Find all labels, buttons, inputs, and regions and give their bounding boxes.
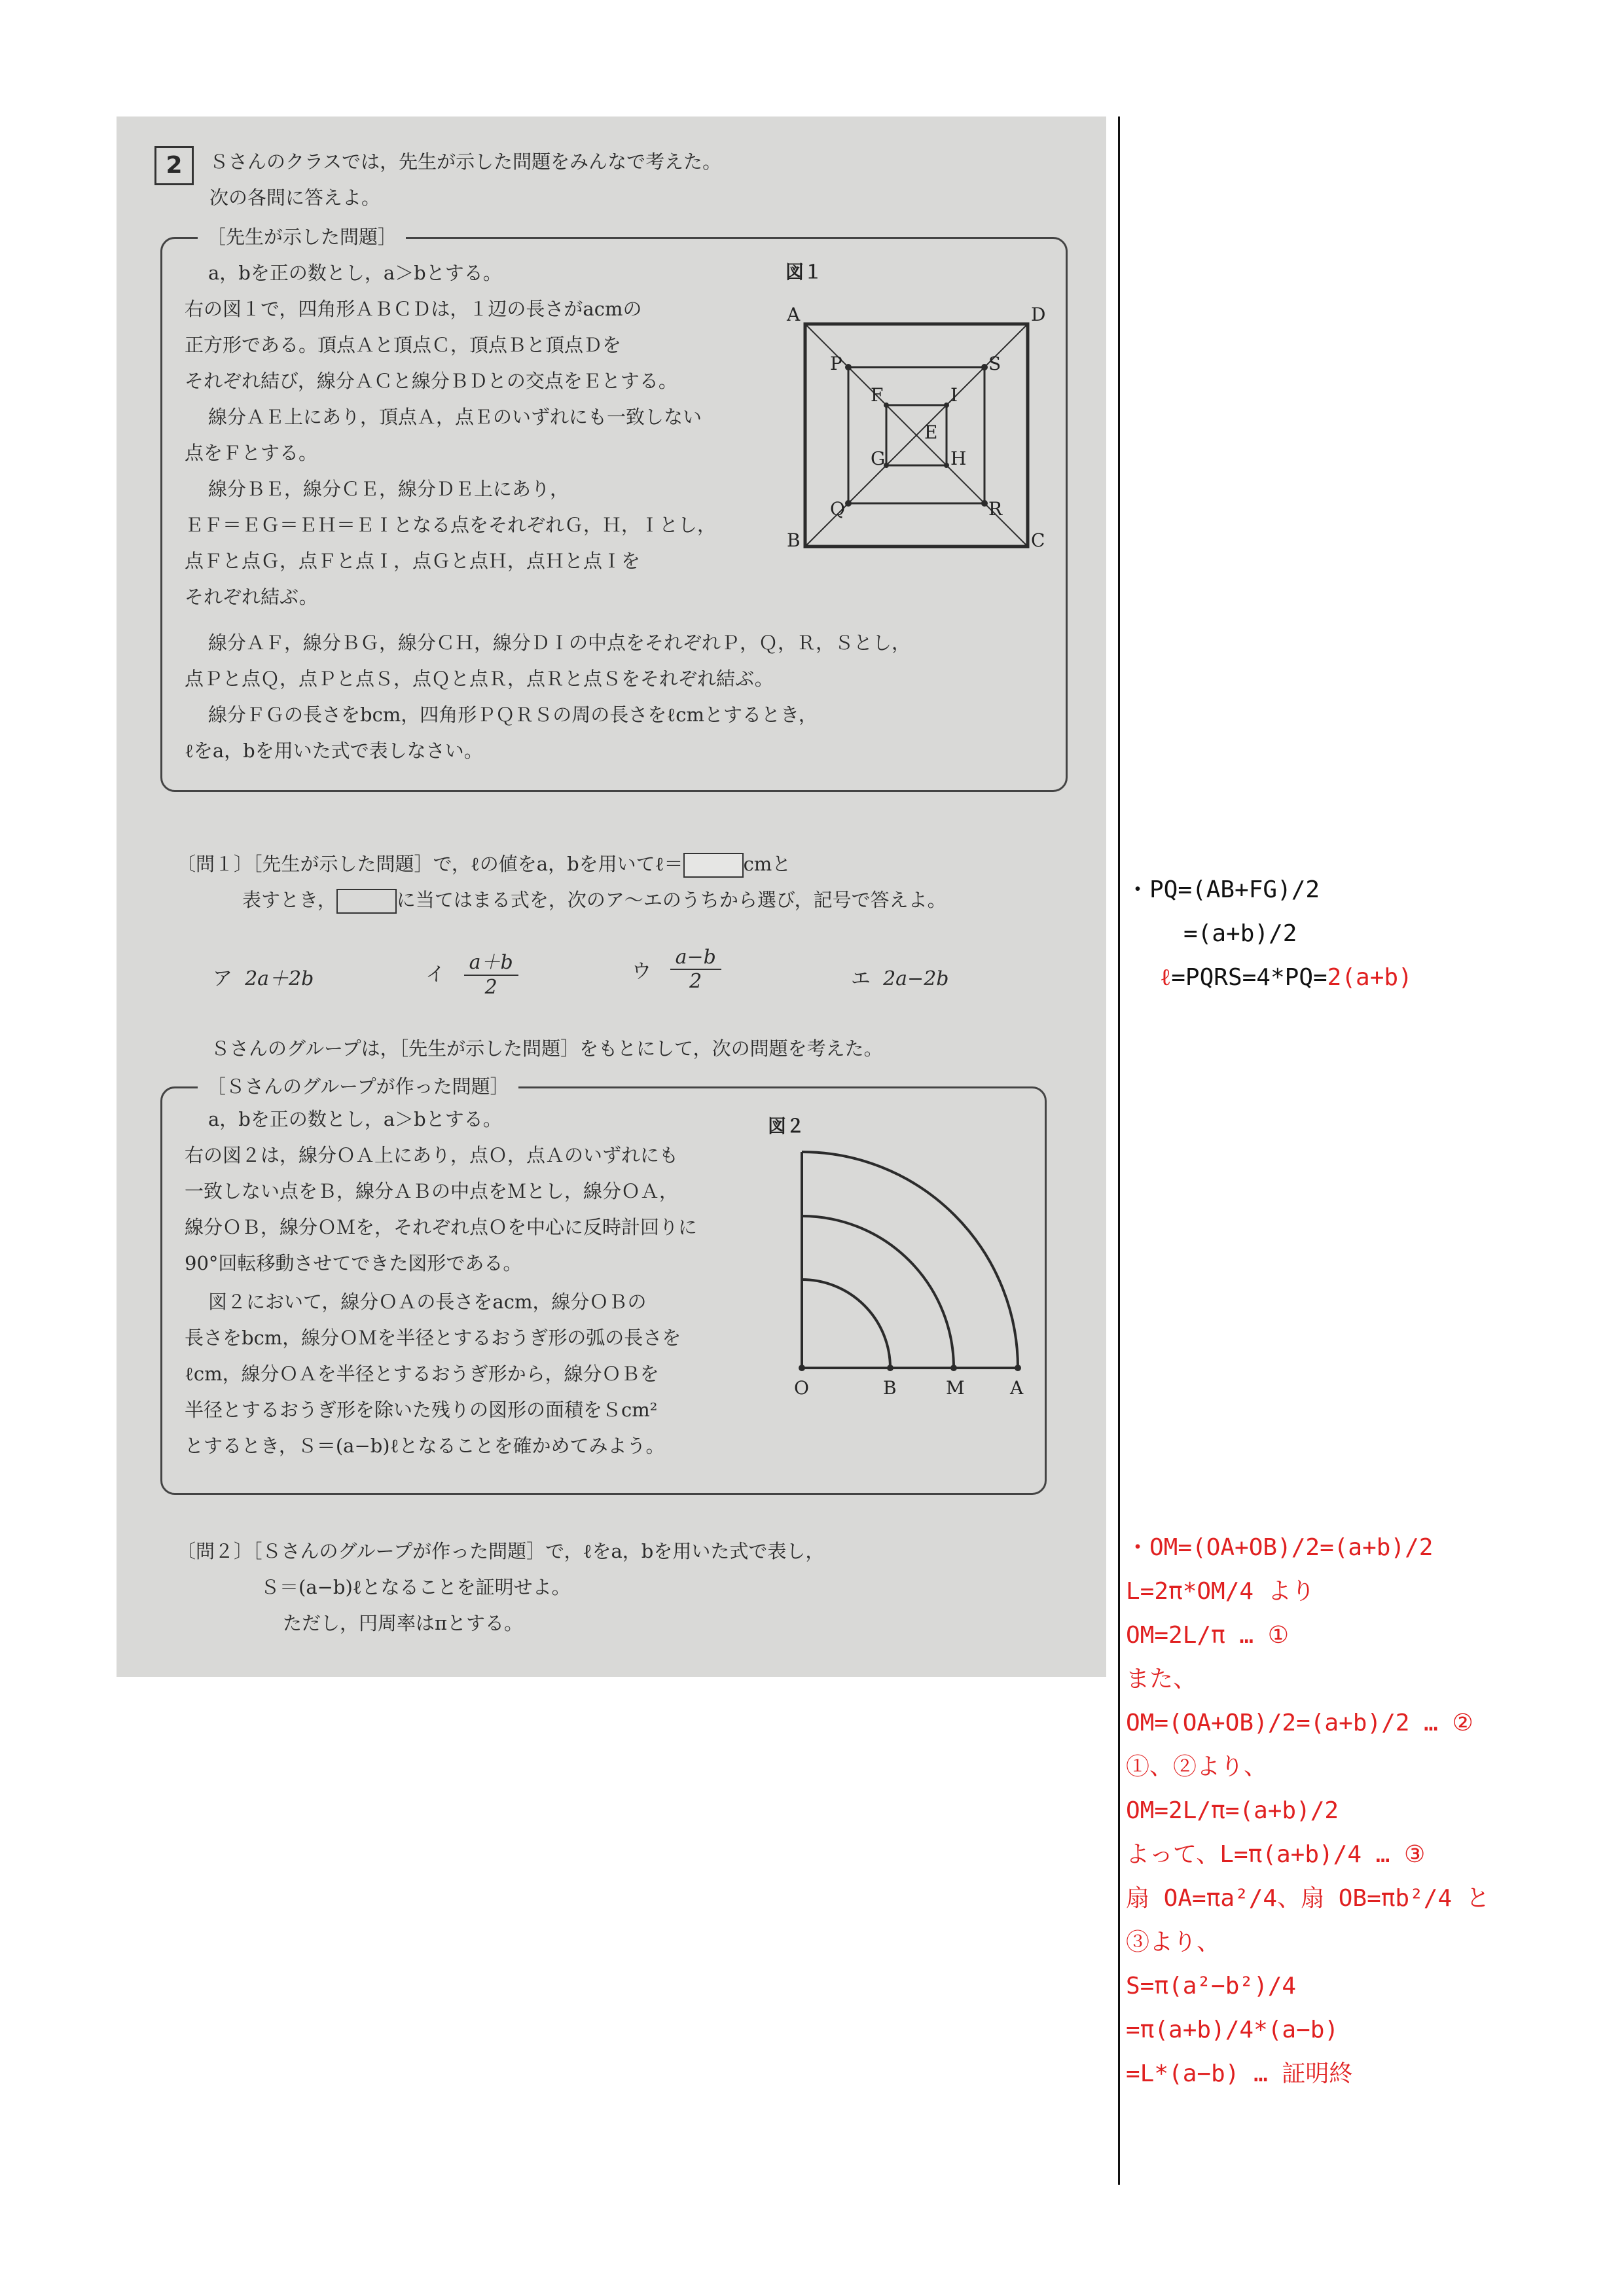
- fig1-label: C: [1031, 529, 1045, 551]
- fig2-label: A: [1010, 1377, 1024, 1399]
- figure-1: [779, 259, 1054, 566]
- answer2-line: よって、L=π(a+b)/4 … ③: [1126, 1841, 1426, 1868]
- group-line: 右の図２は，線分ＯＡ上にあり，点Ｏ，点Ａのいずれにも: [185, 1144, 679, 1166]
- choice-i: [425, 946, 518, 999]
- teacher-line: ℓをa，bを用いた式で表しなさい。: [185, 740, 483, 762]
- answer1-line-2: =(a+b)/2: [1183, 920, 1297, 947]
- answer2-line: ③より、: [1126, 1929, 1221, 1956]
- q1-text-c: 表すとき，: [242, 889, 336, 911]
- choice-mark: エ: [851, 967, 871, 990]
- choice-mark: ア: [213, 967, 232, 990]
- group-line: 90°回転移動させてできた図形である。: [185, 1252, 522, 1274]
- teacher-box-title: ［先生が示した問題］: [198, 223, 406, 249]
- answer2-line: ①、②より、: [1126, 1753, 1268, 1780]
- teacher-line: 正方形である。頂点Ａと頂点Ｃ，頂点Ｂと頂点Ｄを: [185, 334, 622, 356]
- denominator: 2: [689, 970, 702, 993]
- vertical-divider: [1118, 117, 1120, 2185]
- choice-mark: ウ: [632, 960, 651, 983]
- teacher-line: 点をＦとする。: [185, 442, 318, 464]
- q1-text-a: 〔問１〕［先生が示した問題］で，ℓの値をa，bを用いてℓ＝: [177, 853, 683, 875]
- fig2-label: B: [883, 1377, 897, 1399]
- answer2-line: S=π(a²−b²)/4: [1126, 1973, 1297, 2000]
- denominator: 2: [484, 976, 497, 999]
- fig1-label: R: [988, 498, 1003, 520]
- group-box-title: ［Ｓさんのグループが作った問題］: [198, 1072, 518, 1099]
- choice-a: [213, 962, 314, 991]
- q1-line-2: [242, 882, 947, 918]
- q2-line-2: Ｓ＝(a−b)ℓとなることを証明せよ。: [261, 1576, 571, 1598]
- fig1-label: B: [787, 529, 801, 551]
- group-line: 線分ＯＢ，線分ＯＭを，それぞれ点Ｏを中心に反時計回りに: [185, 1216, 698, 1238]
- q2-line-3: ただし，円周率はπとする。: [283, 1612, 524, 1634]
- teacher-line: 線分ＦＧの長さをbcm，四角形ＰＱＲＳの周の長さをℓcmとするとき，: [208, 704, 818, 726]
- teacher-line: 点Ｐと点Ｑ，点Ｐと点Ｓ，点Ｑと点Ｒ，点Ｒと点Ｓをそれぞれ結ぶ。: [185, 668, 774, 690]
- choice-e: [851, 962, 948, 991]
- teacher-line: 右の図１で，四角形ＡＢＣＤは，１辺の長さがacmの: [185, 298, 642, 320]
- intro-line-2: 次の各問に答えよ。: [209, 187, 381, 209]
- answer1-expr: =PQRS=4*PQ=: [1171, 964, 1327, 991]
- group-line: a，bを正の数とし，a＞bとする。: [208, 1108, 502, 1130]
- answer2-line: OM=(OA+OB)/2=(a+b)/2 … ②: [1126, 1710, 1473, 1736]
- question-number: 2: [154, 146, 194, 185]
- q1-text-b: cmと: [743, 853, 791, 875]
- group-line: ℓcm，線分ＯＡを半径とするおうぎ形から，線分ＯＢを: [185, 1363, 659, 1385]
- answer2-line: =L*(a−b) … 証明終: [1126, 2060, 1353, 2087]
- bridge-text: Ｓさんのグループは，［先生が示した問題］をもとにして，次の問題を考えた。: [211, 1037, 883, 1060]
- group-line: 一致しない点をＢ，線分ＡＢの中点をＭとし，線分ＯＡ，: [185, 1180, 679, 1202]
- fig1-label: D: [1031, 304, 1046, 325]
- figure-1-title: 図１: [785, 261, 823, 283]
- fig1-label: Q: [830, 498, 845, 520]
- teacher-line: 線分ＡＦ，線分ＢＧ，線分ＣＨ，線分ＤＩの中点をそれぞれＰ，Ｑ，Ｒ，Ｓとし，: [208, 632, 911, 654]
- answer1-ell: ℓ: [1160, 964, 1172, 991]
- group-line: 長さをbcm，線分ＯＭを半径とするおうぎ形の弧の長さを: [185, 1327, 681, 1349]
- answer1-line-3: [1160, 958, 1413, 997]
- fig1-label: A: [787, 304, 801, 325]
- fig1-label: P: [830, 353, 842, 374]
- fig1-label: S: [988, 353, 1001, 374]
- answer2-line: =π(a+b)/4*(a−b): [1126, 2017, 1339, 2043]
- choice-u: [632, 946, 721, 993]
- answer2-line: また、: [1126, 1666, 1197, 1693]
- numerator: a−b: [670, 946, 721, 970]
- teacher-line: 点Ｆと点Ｇ，点Ｆと点Ｉ，点Ｇと点Ｈ，点Ｈと点Ｉを: [185, 550, 641, 572]
- group-line: 図２において，線分ＯＡの長さをacm，線分ＯＢの: [208, 1291, 647, 1313]
- fraction: [670, 946, 721, 993]
- q1-line-1: [177, 846, 791, 882]
- teacher-line: 線分ＡＥ上にあり，頂点Ａ，点Ｅのいずれにも一致しない: [208, 406, 702, 428]
- fig1-label: E: [924, 422, 938, 443]
- q1-blank-ref: [336, 889, 397, 914]
- intro-line-1: Ｓさんのクラスでは，先生が示した問題をみんなで考えた。: [209, 151, 722, 173]
- teacher-line: 線分ＢＥ，線分ＣＥ，線分ＤＥ上にあり，: [208, 478, 569, 500]
- fraction: [464, 946, 518, 999]
- answer1-result: 2(a+b): [1327, 964, 1413, 991]
- choice-expr: 2a＋2b: [245, 967, 314, 990]
- group-line: 半径とするおうぎ形を除いた残りの図形の面積をＳcm²: [185, 1399, 658, 1421]
- teacher-line: それぞれ結ぶ。: [185, 586, 318, 608]
- choice-expr: 2a−2b: [883, 967, 949, 990]
- fig1-label: G: [871, 448, 886, 469]
- fig2-label: O: [794, 1377, 809, 1399]
- q1-answer-blank: [683, 853, 744, 878]
- figure-2-title: 図２: [768, 1115, 805, 1137]
- answer2-line: ・OM=(OA+OB)/2=(a+b)/2: [1126, 1534, 1434, 1561]
- fig1-label: I: [950, 384, 958, 406]
- answer2-line: L=2π*OM/4 より: [1126, 1578, 1315, 1605]
- q1-text-d: に当てはまる式を，次のア〜エのうちから選び，記号で答えよ。: [396, 889, 947, 911]
- answer1-line-1: ・PQ=(AB+FG)/2: [1126, 876, 1320, 903]
- group-line: とするとき，Ｓ＝(a−b)ℓとなることを確かめてみよう。: [185, 1435, 665, 1457]
- answer2-line: OM=2L/π=(a+b)/2: [1126, 1797, 1339, 1824]
- q2-line-1: 〔問２〕［Ｓさんのグループが作った問題］で，ℓをa，bを用いた式で表し，: [177, 1540, 825, 1562]
- fig1-label: F: [871, 384, 884, 406]
- answer2-line: OM=2L/π … ①: [1126, 1622, 1290, 1649]
- fig2-label: M: [946, 1377, 965, 1399]
- teacher-line: a，bを正の数とし，a＞bとする。: [208, 262, 502, 284]
- numerator: a＋b: [464, 946, 518, 976]
- choice-mark: イ: [425, 963, 445, 986]
- figure-2: [763, 1106, 1038, 1407]
- fig1-label: H: [950, 448, 967, 469]
- teacher-line: ＥＦ＝ＥＧ＝ＥＨ＝ＥＩとなる点をそれぞれＧ，Ｈ，Ｉとし，: [185, 514, 717, 536]
- teacher-line: それぞれ結び，線分ＡＣと線分ＢＤとの交点をＥとする。: [185, 370, 677, 392]
- answer2-line: 扇 OA=πa²/4、扇 OB=πb²/4 と: [1126, 1885, 1490, 1912]
